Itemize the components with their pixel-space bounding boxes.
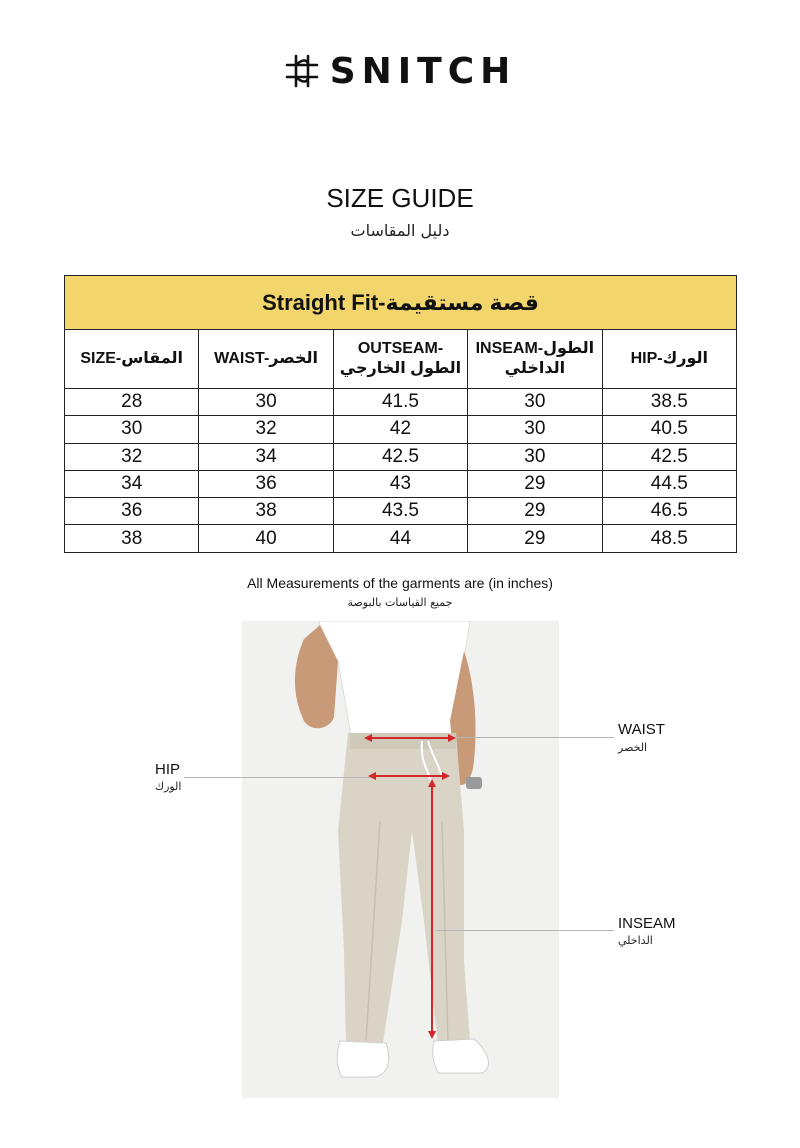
- hip-label-arabic: الورك: [155, 780, 182, 793]
- table-cell: 28: [65, 389, 199, 416]
- hash-lattice-logo-icon: [284, 53, 320, 89]
- waist-label-arabic: الخصر: [618, 741, 648, 754]
- column-header-line: الطول الخارجي: [339, 360, 462, 377]
- column-header-line: الداخلي: [504, 360, 566, 377]
- table-cell: 38: [65, 525, 199, 552]
- table-cell: 36: [199, 470, 333, 497]
- table-cell: 41.5: [333, 389, 467, 416]
- fit-title: Straight Fit-قصة مستقيمة: [65, 276, 737, 330]
- column-header-line: OUTSEAM-: [357, 340, 444, 357]
- model-illustration: [242, 621, 559, 1098]
- table-cell: 29: [468, 498, 602, 525]
- table-row: [65, 470, 737, 497]
- column-header-outseam: [333, 330, 467, 389]
- table-row: [65, 389, 737, 416]
- table-cell: 38: [199, 498, 333, 525]
- table-cell: 44: [333, 525, 467, 552]
- measurement-note: All Measurements of the garments are (in inches): [247, 575, 553, 591]
- table-cell: 32: [65, 443, 199, 470]
- hip-label: HIP: [155, 761, 181, 778]
- table-cell: 44.5: [602, 470, 736, 497]
- table-row: [65, 498, 737, 525]
- header-row: [65, 330, 737, 389]
- size-table: [64, 275, 737, 553]
- table-cell: 34: [65, 470, 199, 497]
- table-row: [65, 525, 737, 552]
- table-cell: 40: [199, 525, 333, 552]
- model-photo: [242, 621, 559, 1098]
- table-cell: 43: [333, 470, 467, 497]
- table-cell: 43.5: [333, 498, 467, 525]
- table-cell: 29: [468, 525, 602, 552]
- inseam-label-arabic: الداخلي: [618, 934, 653, 947]
- column-header-line: WAIST-الخصر: [214, 350, 319, 367]
- table-cell: 36: [65, 498, 199, 525]
- table-cell: 32: [199, 416, 333, 443]
- table-row: [65, 443, 737, 470]
- table-cell: 38.5: [602, 389, 736, 416]
- page-title: SIZE GUIDE: [326, 183, 474, 213]
- table-cell: 30: [468, 416, 602, 443]
- column-header-line: SIZE-المقاس: [80, 350, 184, 367]
- column-header-hip: [602, 330, 736, 389]
- column-header-line: INSEAM-الطول: [475, 340, 595, 357]
- inseam-leader-line: [436, 930, 614, 931]
- table-cell: 29: [468, 470, 602, 497]
- table-cell: 48.5: [602, 525, 736, 552]
- table-cell: 34: [199, 443, 333, 470]
- table-cell: 42.5: [333, 443, 467, 470]
- brand-header: [0, 48, 800, 94]
- brand-name: SNITCH: [329, 50, 517, 92]
- table-row: [65, 416, 737, 443]
- waist-label: WAIST: [618, 721, 665, 738]
- table-cell: 42.5: [602, 443, 736, 470]
- table-cell: 30: [65, 416, 199, 443]
- column-header-waist: [199, 330, 333, 389]
- table-cell: 46.5: [602, 498, 736, 525]
- measurement-note-arabic: جميع القياسات بالبوصة: [347, 596, 453, 609]
- table-cell: 40.5: [602, 416, 736, 443]
- waist-leader-line: [456, 737, 614, 738]
- table-cell: 30: [468, 443, 602, 470]
- column-header-line: HIP-الورك: [630, 350, 708, 367]
- inseam-label: INSEAM: [618, 915, 676, 932]
- page-title-arabic: دليل المقاسات: [350, 221, 450, 240]
- column-header-inseam: [468, 330, 602, 389]
- table-cell: 30: [468, 389, 602, 416]
- column-header-size: [65, 330, 199, 389]
- table-cell: 30: [199, 389, 333, 416]
- hip-leader-line: [184, 777, 370, 778]
- table-cell: 42: [333, 416, 467, 443]
